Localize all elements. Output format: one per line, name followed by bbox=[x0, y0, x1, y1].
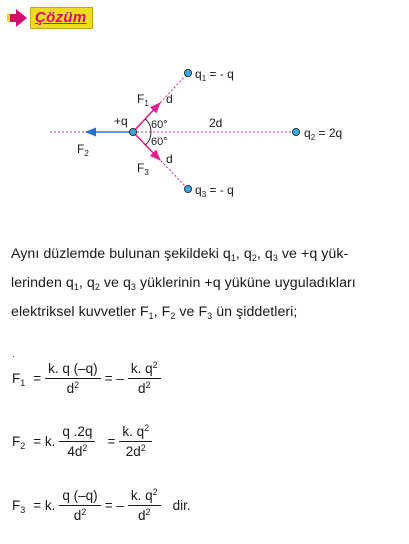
f3-label: $F_3$ bbox=[137, 161, 149, 177]
equation-f1 bbox=[12, 361, 165, 396]
eq2-fraction-2: $\frac{k. q^2}{2d^2}$ bbox=[119, 424, 152, 459]
eq3-equals: = k. bbox=[33, 498, 56, 513]
charge-q1 bbox=[184, 69, 191, 76]
center-charge-label: +q bbox=[114, 114, 128, 128]
problem-paragraph bbox=[11, 240, 401, 327]
distance-bottom-label: d bbox=[166, 152, 173, 166]
eq3-fraction-1: $\frac{q (-q)}{d^2}$ bbox=[59, 488, 100, 523]
equation-f2 bbox=[12, 424, 156, 459]
q3-label: $q_3$ = - q bbox=[195, 183, 234, 199]
equation-f3 bbox=[12, 488, 191, 523]
paragraph-line-3: elektriksel kuvvetler $F_1$, $F_2$ ve $F_3$ ün şiddetleri; bbox=[11, 304, 298, 321]
eq1-fraction-2: $\frac{k. q^2}{d^2}$ bbox=[128, 361, 161, 396]
eq1-equals-2: = – bbox=[104, 371, 124, 386]
eq1-fraction-1: $\frac{k. q (-q)}{d^2}$ bbox=[45, 361, 101, 396]
dot-mark: . bbox=[12, 349, 15, 360]
solution-title: Çözüm bbox=[30, 7, 93, 29]
q1-label: $q_1$ = - q bbox=[195, 67, 234, 83]
paragraph-line-1: Aynı düzlemde bulunan şekildeki $q_1$, $q_2$, $q_3$ ve +q yük- bbox=[11, 246, 349, 263]
force-diagram bbox=[0, 0, 409, 230]
eq2-equals: = k. bbox=[33, 434, 56, 449]
distance-top-label: d bbox=[166, 92, 173, 106]
eq1-equals: = bbox=[33, 371, 42, 386]
angle-top-label: 60° bbox=[151, 119, 168, 131]
eq3-equals-2: = – bbox=[104, 498, 124, 513]
eq3-fraction-2: $\frac{k. q^2}{d^2}$ bbox=[128, 488, 161, 523]
eq3-lhs: $F_3$ bbox=[12, 498, 26, 515]
q2-label: $q_2 = 2q$ bbox=[304, 126, 343, 142]
charge-q2 bbox=[292, 128, 299, 135]
distance-right-label: 2d bbox=[209, 116, 223, 130]
charge-q3 bbox=[184, 185, 191, 192]
eq2-equals-2: = bbox=[107, 434, 116, 449]
f2-label: $F_2$ bbox=[77, 142, 89, 158]
eq2-fraction-1: $\frac{q .2q}{4d^2}$ bbox=[59, 424, 95, 459]
angle-bottom-label: 60° bbox=[151, 136, 168, 148]
eq2-lhs: $F_2$ bbox=[12, 434, 26, 451]
eq1-lhs: $F_1$ bbox=[12, 371, 26, 388]
f1-label: $F_1$ bbox=[137, 92, 149, 108]
paragraph-line-2: lerinden $q_1$, $q_2$ ve $q_3$ yüklerinin +q yüküne uyguladıkları bbox=[11, 275, 356, 292]
charge-center bbox=[129, 128, 136, 135]
eq3-tail: dir. bbox=[172, 498, 191, 513]
